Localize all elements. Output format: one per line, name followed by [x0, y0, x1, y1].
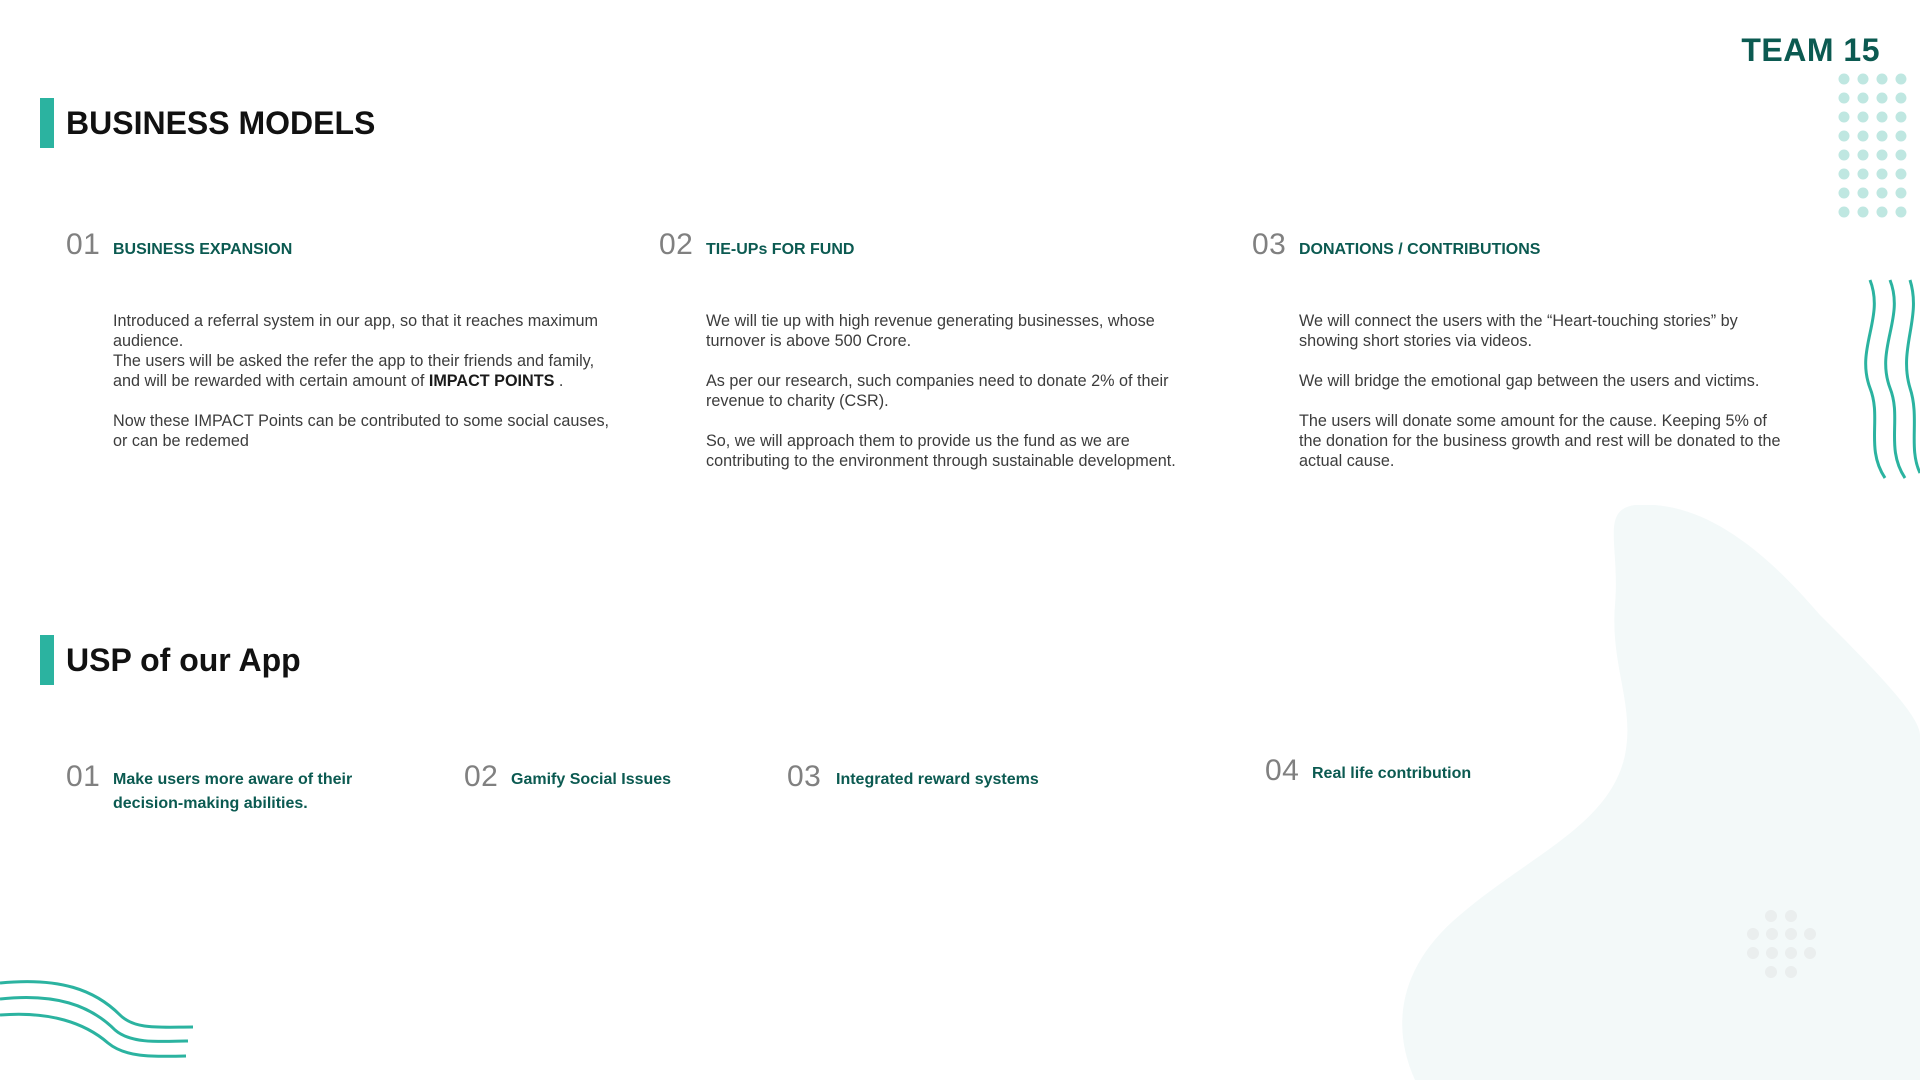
paragraph: So, we will approach them to provide us the fund as we are contributing to the environment through sustainable development.	[706, 432, 1176, 470]
paragraph: Now these IMPACT Points can be contributed to some social causes, or can be redemed	[113, 412, 610, 450]
blob-decoration	[1400, 505, 1920, 1080]
item-body	[113, 311, 613, 451]
paragraph: As per our research, such companies need to donate 2% of their revenue to charity (CSR).	[706, 372, 1169, 410]
paragraph: We will tie up with high revenue generating businesses, whose turnover is above 500 Crore.	[706, 312, 1155, 350]
item-number: 03	[1252, 228, 1287, 261]
item-body	[706, 311, 1191, 471]
wave-lines-decoration	[1860, 278, 1920, 483]
dot-grid-decoration	[1838, 72, 1918, 224]
usp-number: 02	[464, 760, 499, 793]
team-label: TEAM 15	[1741, 32, 1880, 68]
text: .	[554, 372, 564, 390]
item-heading: BUSINESS EXPANSION	[113, 241, 293, 258]
text: The users will be asked the refer the app to their friends and family, and will be rewarded with certain amount of	[113, 352, 595, 390]
item-number: 02	[659, 228, 694, 261]
section-heading: BUSINESS MODELS	[66, 104, 376, 141]
title-accent-bar	[40, 98, 54, 148]
business-item-02	[659, 228, 693, 262]
paragraph: We will bridge the emotional gap between the users and victims.	[1299, 372, 1760, 390]
paragraph: We will connect the users with the “Heart-touching stories” by showing short stories via videos.	[1299, 312, 1738, 350]
usp-title	[40, 635, 301, 685]
usp-number: 03	[787, 760, 822, 793]
usp-item-text: Gamify Social Issues	[511, 771, 672, 788]
usp-number: 01	[66, 760, 101, 793]
usp-item-text: Integrated reward systems	[836, 771, 1039, 788]
usp-number: 04	[1265, 754, 1300, 787]
paragraph: The users will donate some amount for the cause. Keeping 5% of the donation for the business growth and rest will be donated to the actual cause.	[1299, 412, 1781, 470]
dot-grid-decoration	[1745, 908, 1825, 988]
paragraph: Introduced a referral system in our app, so that it reaches maximum audience.	[113, 312, 598, 350]
business-models-title	[40, 98, 375, 148]
title-accent-bar	[40, 635, 54, 685]
section-heading: USP of our App	[66, 641, 301, 678]
item-heading: TIE-UPs FOR FUND	[706, 241, 855, 258]
usp-item-text: Real life contribution	[1312, 765, 1472, 782]
business-item-01	[66, 228, 100, 262]
item-body	[1299, 311, 1784, 471]
item-heading: DONATIONS / CONTRIBUTIONS	[1299, 241, 1541, 258]
wave-lines-decoration	[0, 975, 200, 1065]
paragraph	[113, 351, 613, 391]
business-item-03	[1252, 228, 1286, 262]
item-number: 01	[66, 228, 101, 261]
usp-item-text: Make users more aware of their decision-making abilities.	[113, 771, 353, 812]
impact-points-bold: IMPACT POINTS	[428, 372, 555, 390]
